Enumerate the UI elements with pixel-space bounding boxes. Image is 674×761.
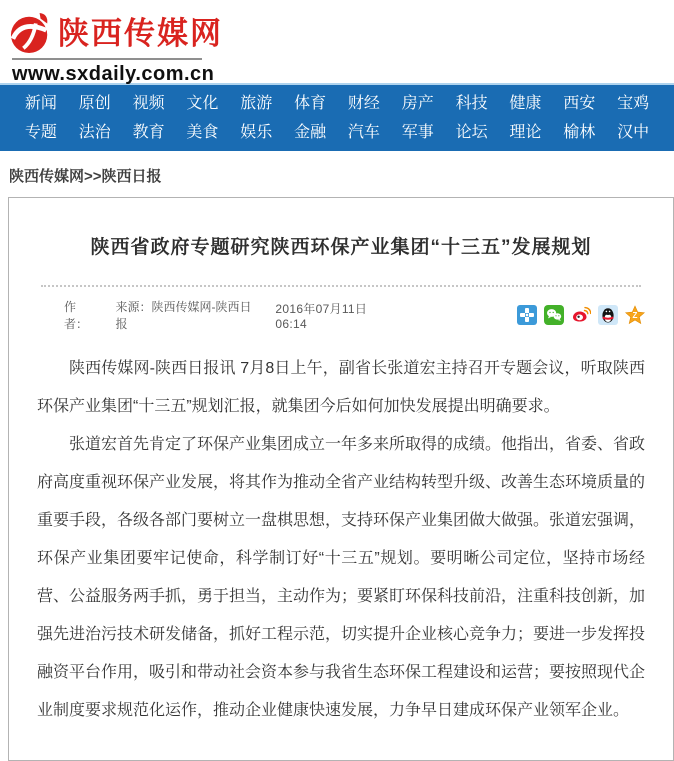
nav-item-专题[interactable]: 专题 <box>24 124 57 141</box>
qzone-star-icon[interactable] <box>625 305 645 325</box>
logo-divider <box>12 58 202 60</box>
nav-item-论坛[interactable]: 论坛 <box>455 124 488 141</box>
nav-item-房产[interactable]: 房产 <box>401 95 434 112</box>
nav-item-财经[interactable]: 财经 <box>347 95 380 112</box>
nav-item-汽车[interactable]: 汽车 <box>347 124 380 141</box>
article-title: 陕西省政府专题研究陕西环保产业集团“十三五”发展规划 <box>90 237 592 258</box>
source-label: 来源：陕西传媒网-陕西日报 <box>115 300 252 331</box>
weibo-icon[interactable] <box>571 305 591 325</box>
wechat-icon[interactable] <box>544 305 564 325</box>
nav-item-健康[interactable]: 健康 <box>509 95 542 112</box>
nav-item-理论[interactable]: 理论 <box>509 124 542 141</box>
nav-item-宝鸡[interactable]: 宝鸡 <box>617 95 650 112</box>
article-body <box>37 350 645 730</box>
title-divider <box>41 285 641 287</box>
nav-item-教育[interactable]: 教育 <box>132 124 165 141</box>
share-plus-icon[interactable] <box>517 305 537 325</box>
site-url[interactable]: www.sxdaily.com.cn <box>12 63 215 85</box>
breadcrumb[interactable]: 陕西传媒网>>陕西日报 <box>9 168 162 185</box>
nav-item-视频[interactable]: 视频 <box>132 95 165 112</box>
nav-item-军事[interactable]: 军事 <box>401 124 434 141</box>
nav-item-体育[interactable]: 体育 <box>294 95 327 112</box>
author-label: 作者： <box>64 300 89 331</box>
svg-text:Z: Z <box>632 311 638 321</box>
nav-item-新闻[interactable]: 新闻 <box>24 95 57 112</box>
nav-item-榆林[interactable]: 榆林 <box>563 124 596 141</box>
nav-item-西安[interactable]: 西安 <box>563 95 596 112</box>
nav-item-法治[interactable]: 法治 <box>78 124 111 141</box>
qq-icon[interactable] <box>598 305 618 325</box>
nav-item-汉中[interactable]: 汉中 <box>617 124 650 141</box>
nav-item-科技[interactable]: 科技 <box>455 95 488 112</box>
nav-item-文化[interactable]: 文化 <box>186 95 219 112</box>
main-nav <box>0 83 674 151</box>
nav-item-旅游[interactable]: 旅游 <box>240 95 273 112</box>
article-paragraph: 陕西传媒网-陕西日报讯 7月8日上午，副省长张道宏主持召开专题会议，听取陕西环保产业集团“十三五”规划汇报，就集团今后如何加快发展提出明确要求。 <box>37 360 645 415</box>
site-name: 陕西传媒网 <box>58 15 223 51</box>
nav-item-娱乐[interactable]: 娱乐 <box>240 124 273 141</box>
site-header <box>0 0 674 83</box>
article-box <box>8 197 674 761</box>
globe-swoosh-icon <box>10 12 52 54</box>
nav-item-金融[interactable]: 金融 <box>294 124 327 141</box>
publish-datetime: 2016年07月11日06:14 <box>275 301 368 331</box>
article-paragraph: 张道宏首先肯定了环保产业集团成立一年多来所取得的成绩。他指出，省委、省政府高度重视环保产业发展，将其作为推动全省产业结构转型升级、改善生态环境质量的重要手段，各级各部门要树立一盘棋思想，支持环保产业集团做大做强。张道宏强调，环保产业集团要牢记使命，科学制订好“十三五”规划。要明晰公司定位，坚持市场经营、公益服务两手抓，勇于担当，主动作为；要紧盯环保科技前沿，注重科技创新，加强先进治污技术研发储备，抓好工程示范，切实提升企业核心竞争力；要进一步发挥投融资平台作用，吸引和带动社会资本参与我省生态环保工程建设和运营；要按照现代企业制度要求规范化运作，推动企业健康快速发展，力争早日建成环保产业领军企业。 <box>37 436 646 719</box>
nav-item-原创[interactable]: 原创 <box>78 95 111 112</box>
share-bar <box>517 305 645 325</box>
logo[interactable] <box>10 12 674 54</box>
nav-item-美食[interactable]: 美食 <box>186 124 219 141</box>
article-meta <box>37 300 645 331</box>
